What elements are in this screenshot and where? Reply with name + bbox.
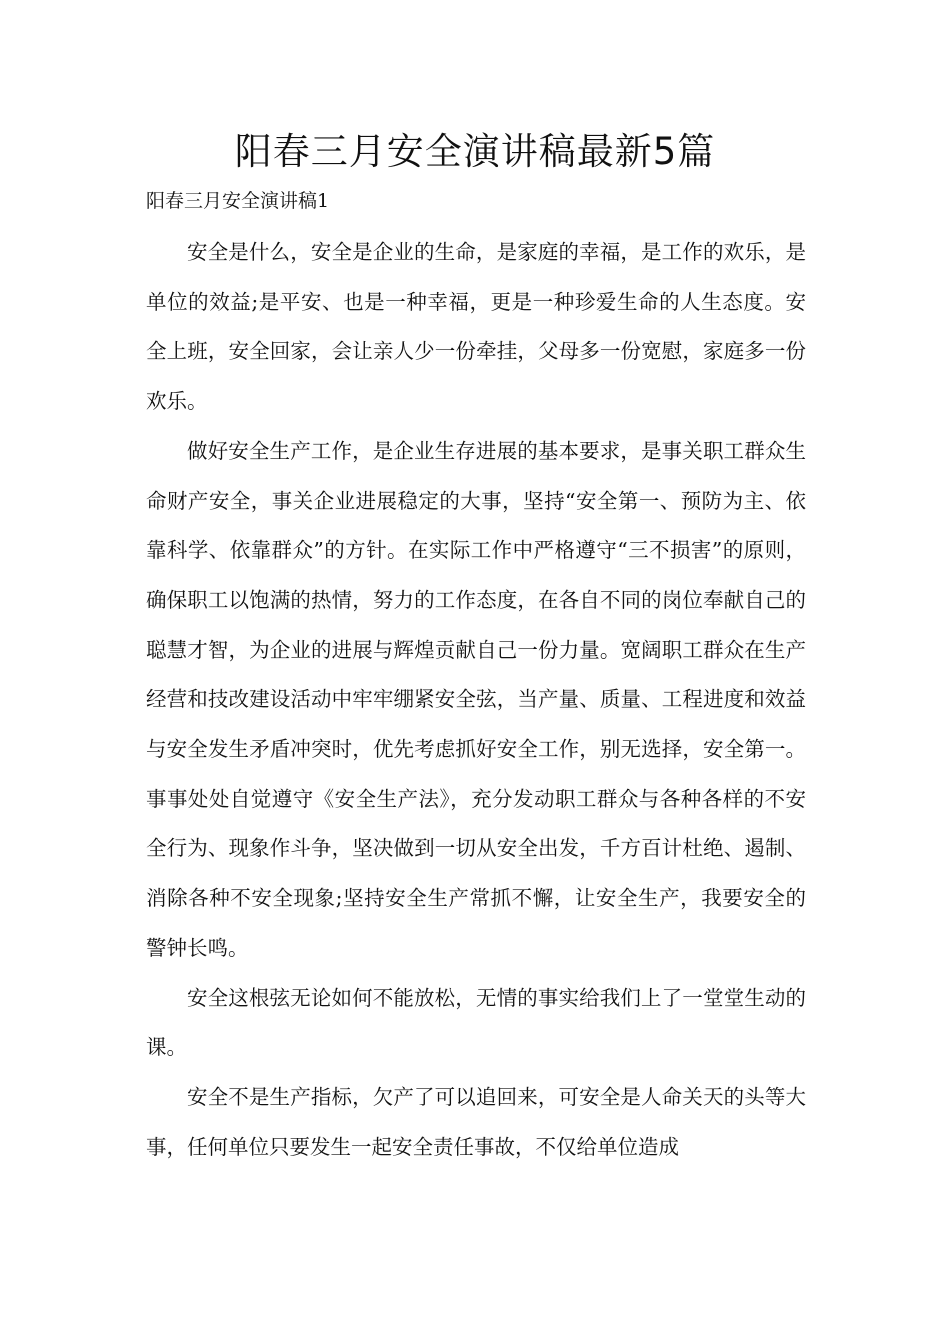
paragraph: 安全这根弦无论如何不能放松，无情的事实给我们上了一堂堂生动的课。 bbox=[146, 985, 806, 1060]
paragraph: 安全是什么，安全是企业的生命，是家庭的幸福，是工作的欢乐，是单位的效益;是平安、也是一种幸福，更是一种珍爱生命的人生态度。安全上班，安全回家，会让亲人少一份牵挂，父母多一份宽慰，家庭多一份欢乐。 bbox=[146, 240, 806, 414]
section-heading: 阳春三月安全演讲稿1 bbox=[146, 190, 330, 212]
document-title: 阳春三月安全演讲稿最新5篇 bbox=[234, 130, 716, 173]
document-body bbox=[146, 228, 806, 1172]
paragraph: 安全不是生产指标，欠产了可以追回来，可安全是人命关天的头等大事，任何单位只要发生一起安全责任事故，不仅给单位造成 bbox=[146, 1084, 806, 1159]
paragraph: 做好安全生产工作，是企业生存进展的基本要求，是事关职工群众生命财产安全，事关企业进展稳定的大事，坚持“安全第一、预防为主、依靠科学、依靠群众”的方针。在实际工作中严格遵守“三不损害”的原则，确保职工以饱满的热情，努力的工作态度，在各自不同的岗位奉献自己的聪慧才智，为企业的进展与辉煌贡献自己一份力量。宽阔职工群众在生产经营和技改建设活动中牢牢绷紧安全弦，当产量、质量、工程进度和效益与安全发生矛盾冲突时，优先考虑抓好安全工作，别无选择，安全第一。事事处处自觉遵守《安全生产法》，充分发动职工群众与各种各样的不安全行为、现象作斗争，坚决做到一切从安全出发，千方百计杜绝、遏制、消除各种不安全现象;坚持安全生产常抓不懈，让安全生产，我要安全的警钟长鸣。 bbox=[146, 438, 806, 960]
